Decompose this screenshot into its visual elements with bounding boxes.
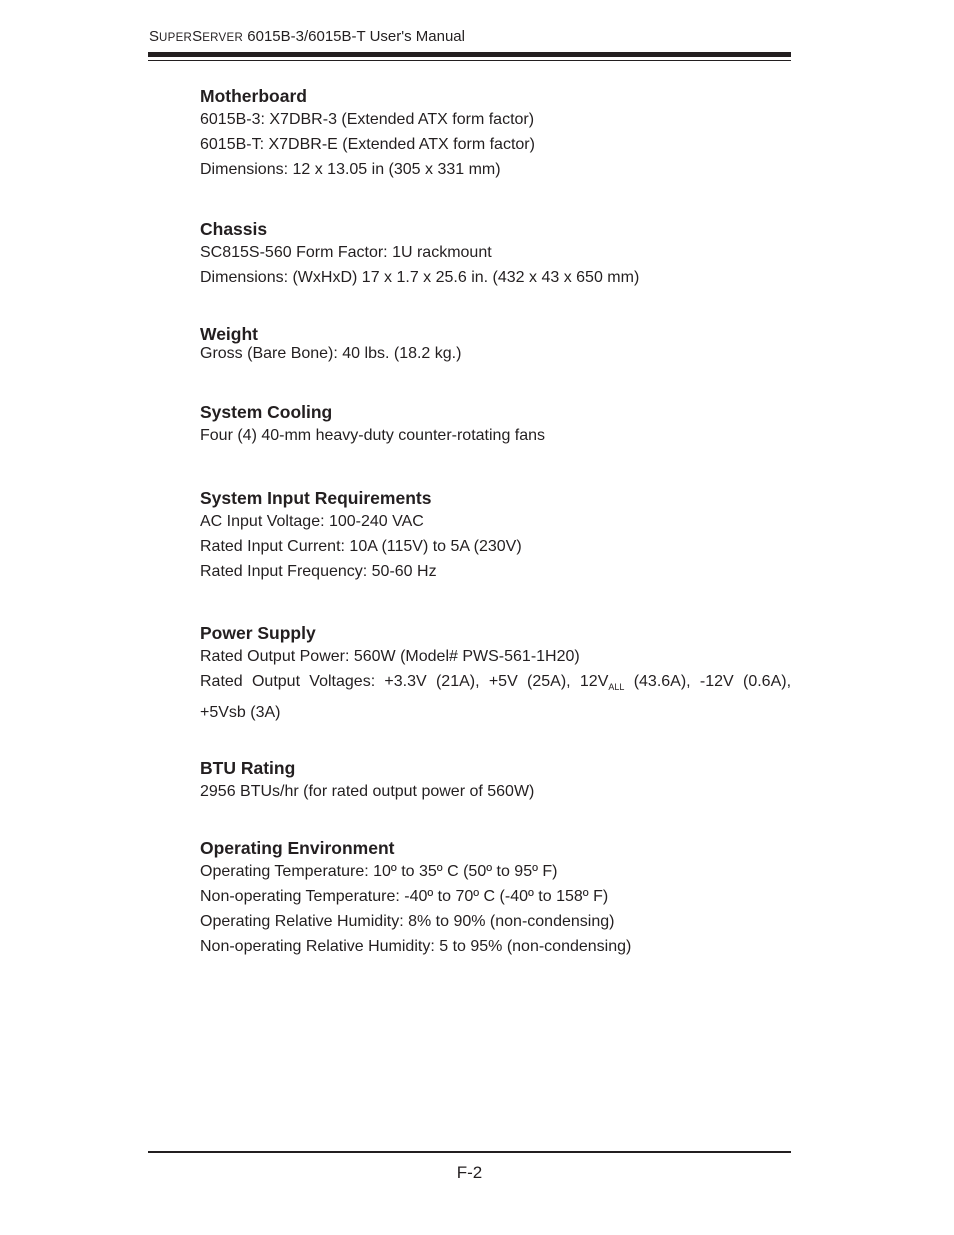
spec-line: Operating Temperature: 10º to 35º C (50º to 95º F) bbox=[200, 863, 558, 880]
section-system-cooling bbox=[200, 401, 791, 448]
spec-line: Non-operating Temperature: -40º to 70º C (-40º to 158º F) bbox=[200, 888, 609, 905]
manual-title bbox=[149, 28, 465, 45]
spec-line: AC Input Voltage: 100-240 VAC bbox=[200, 513, 424, 530]
spec-line: Non-operating Relative Humidity: 5 to 95% (non-condensing) bbox=[200, 938, 632, 955]
title-smallcaps-2: ERVER bbox=[202, 32, 244, 44]
spec-line: Rated Input Frequency: 50-60 Hz bbox=[200, 563, 437, 580]
header-rule-thick bbox=[148, 52, 791, 57]
section-heading: Motherboard bbox=[200, 86, 307, 106]
spec-line: Dimensions: (WxHxD) 17 x 1.7 x 25.6 in. (432 x 43 x 650 mm) bbox=[200, 269, 640, 286]
spec-line: SC815S-560 Form Factor: 1U rackmount bbox=[200, 244, 492, 261]
title-initial-1: S bbox=[149, 28, 160, 45]
spec-line: 6015B-T: X7DBR-E (Extended ATX form factor) bbox=[200, 136, 535, 153]
section-heading: Operating Environment bbox=[200, 838, 395, 858]
title-rest: 6015B-3/6015B-T User's Manual bbox=[243, 28, 465, 45]
header-rule-thin bbox=[148, 60, 791, 61]
section-weight bbox=[200, 323, 791, 366]
title-smallcaps-1: UPER bbox=[159, 32, 193, 44]
section-heading: System Input Requirements bbox=[200, 488, 432, 508]
section-heading: System Cooling bbox=[200, 402, 333, 422]
spec-line: Dimensions: 12 x 13.05 in (305 x 331 mm) bbox=[200, 161, 501, 178]
page-number: F-2 bbox=[456, 1163, 483, 1182]
voltage-subscript: ALL bbox=[608, 682, 625, 692]
section-operating-environment bbox=[200, 837, 791, 959]
voltages-text-cont: (43.6A), -12V (0.6A), +5Vsb (3A) bbox=[200, 673, 792, 721]
section-system-input bbox=[200, 487, 791, 584]
section-motherboard bbox=[200, 85, 791, 182]
section-chassis bbox=[200, 218, 791, 290]
footer-rule bbox=[148, 1151, 791, 1153]
spec-line: Four (4) 40-mm heavy-duty counter-rotating fans bbox=[200, 427, 546, 444]
section-heading: BTU Rating bbox=[200, 758, 296, 778]
spec-line-voltages bbox=[200, 669, 791, 725]
title-initial-2: S bbox=[192, 28, 203, 45]
spec-line: Rated Output Power: 560W (Model# PWS-561-1H20) bbox=[200, 648, 580, 665]
section-power-supply bbox=[200, 622, 791, 725]
spec-line: Rated Input Current: 10A (115V) to 5A (230V) bbox=[200, 538, 522, 555]
spec-line: 6015B-3: X7DBR-3 (Extended ATX form factor) bbox=[200, 111, 535, 128]
voltages-text: Rated Output Voltages: +3.3V (21A), +5V (25A), 12V bbox=[200, 673, 609, 690]
spec-line: 2956 BTUs/hr (for rated output power of 560W) bbox=[200, 783, 535, 800]
section-heading: Chassis bbox=[200, 219, 268, 239]
section-heading: Weight bbox=[200, 324, 259, 344]
spec-line: Gross (Bare Bone): 40 lbs. (18.2 kg.) bbox=[200, 345, 462, 362]
section-heading: Power Supply bbox=[200, 623, 316, 643]
section-btu-rating bbox=[200, 757, 791, 804]
spec-line: Operating Relative Humidity: 8% to 90% (non-condensing) bbox=[200, 913, 615, 930]
